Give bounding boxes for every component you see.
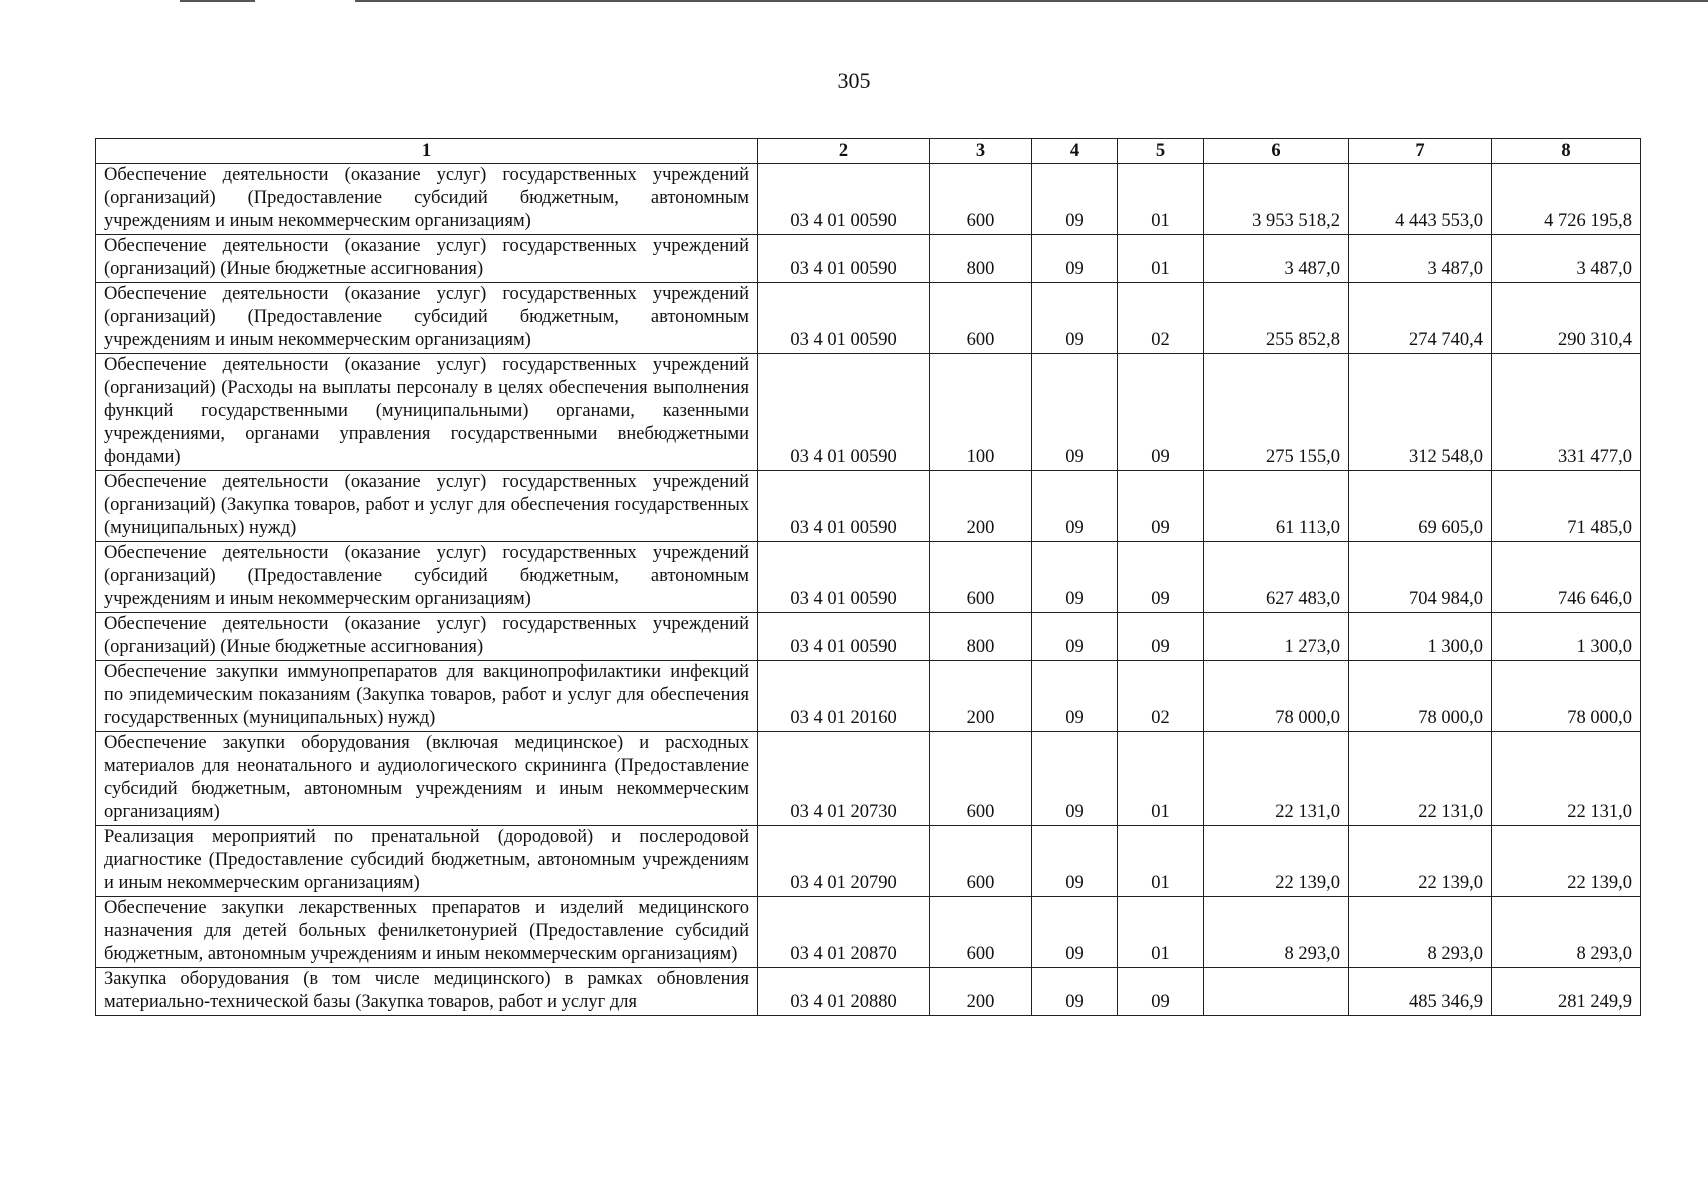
row-target-code: 03 4 01 00590 <box>758 354 930 471</box>
row-value-col7: 78 000,0 <box>1349 661 1492 732</box>
table-row <box>96 661 1641 732</box>
row-value-col6: 8 293,0 <box>1204 897 1349 968</box>
row-value-col8: 746 646,0 <box>1492 542 1641 613</box>
row-subsection: 01 <box>1118 826 1204 897</box>
column-header-3: 3 <box>930 139 1032 164</box>
row-target-code: 03 4 01 00590 <box>758 613 930 661</box>
row-subsection: 09 <box>1118 542 1204 613</box>
row-expense-type: 800 <box>930 235 1032 283</box>
row-description: Закупка оборудования (в том числе медицинского) в рамках обновления материально-технической базы (Закупка товаров, работ и услуг для <box>96 968 758 1016</box>
row-value-col8: 78 000,0 <box>1492 661 1641 732</box>
row-section: 09 <box>1032 354 1118 471</box>
row-description: Реализация мероприятий по пренатальной (дородовой) и послеродовой диагностике (Предоставление субсидий бюджетным, автономным учреждениям и иным некоммерческим организациям) <box>96 826 758 897</box>
row-value-col6: 627 483,0 <box>1204 542 1349 613</box>
row-subsection: 09 <box>1118 613 1204 661</box>
table-body <box>96 164 1641 1016</box>
row-value-col7: 22 139,0 <box>1349 826 1492 897</box>
row-description: Обеспечение деятельности (оказание услуг) государственных учреждений (организаций) (Предоставление субсидий бюджетным, автономным учреждениям и иным некоммерческим организациям) <box>96 283 758 354</box>
row-description: Обеспечение закупки оборудования (включая медицинское) и расходных материалов для неонатального и аудиологического скрининга (Предоставление субсидий бюджетным, автономным учреждениям и иным некоммерческим организациям) <box>96 732 758 826</box>
row-value-col6: 3 487,0 <box>1204 235 1349 283</box>
row-section: 09 <box>1032 661 1118 732</box>
top-rule-left <box>180 0 255 2</box>
table-row <box>96 283 1641 354</box>
row-subsection: 01 <box>1118 235 1204 283</box>
row-expense-type: 600 <box>930 164 1032 235</box>
table-row <box>96 542 1641 613</box>
row-description: Обеспечение деятельности (оказание услуг) государственных учреждений (организаций) (Расходы на выплаты персоналу в целях обеспечения выполнения функций государственными (муниципальными) органами, казенными учреждениями, органами управления государственными внебюджетными фондами) <box>96 354 758 471</box>
row-subsection: 01 <box>1118 897 1204 968</box>
row-subsection: 09 <box>1118 471 1204 542</box>
row-description: Обеспечение деятельности (оказание услуг) государственных учреждений (организаций) (Предоставление субсидий бюджетным, автономным учреждениям и иным некоммерческим организациям) <box>96 542 758 613</box>
row-subsection: 01 <box>1118 732 1204 826</box>
row-target-code: 03 4 01 00590 <box>758 283 930 354</box>
column-header-1: 1 <box>96 139 758 164</box>
table-row <box>96 897 1641 968</box>
row-description: Обеспечение деятельности (оказание услуг) государственных учреждений (организаций) (Иные бюджетные ассигнования) <box>96 613 758 661</box>
row-expense-type: 800 <box>930 613 1032 661</box>
row-value-col8: 3 487,0 <box>1492 235 1641 283</box>
row-value-col6: 3 953 518,2 <box>1204 164 1349 235</box>
row-section: 09 <box>1032 968 1118 1016</box>
row-value-col8: 8 293,0 <box>1492 897 1641 968</box>
row-section: 09 <box>1032 164 1118 235</box>
row-expense-type: 200 <box>930 661 1032 732</box>
row-value-col8: 281 249,9 <box>1492 968 1641 1016</box>
row-value-col7: 22 131,0 <box>1349 732 1492 826</box>
row-target-code: 03 4 01 00590 <box>758 235 930 283</box>
row-value-col7: 3 487,0 <box>1349 235 1492 283</box>
table-row <box>96 164 1641 235</box>
row-expense-type: 600 <box>930 542 1032 613</box>
row-expense-type: 200 <box>930 968 1032 1016</box>
table-row <box>96 968 1641 1016</box>
row-value-col6: 1 273,0 <box>1204 613 1349 661</box>
row-value-col7: 1 300,0 <box>1349 613 1492 661</box>
row-expense-type: 200 <box>930 471 1032 542</box>
row-subsection: 09 <box>1118 354 1204 471</box>
row-value-col6: 255 852,8 <box>1204 283 1349 354</box>
table-row <box>96 471 1641 542</box>
row-value-col7: 8 293,0 <box>1349 897 1492 968</box>
row-value-col7: 4 443 553,0 <box>1349 164 1492 235</box>
row-section: 09 <box>1032 235 1118 283</box>
row-expense-type: 600 <box>930 897 1032 968</box>
row-section: 09 <box>1032 732 1118 826</box>
row-description: Обеспечение деятельности (оказание услуг) государственных учреждений (организаций) (Предоставление субсидий бюджетным, автономным учреждениям и иным некоммерческим организациям) <box>96 164 758 235</box>
row-value-col8: 290 310,4 <box>1492 283 1641 354</box>
column-header-8: 8 <box>1492 139 1641 164</box>
row-value-col6: 22 131,0 <box>1204 732 1349 826</box>
row-target-code: 03 4 01 20730 <box>758 732 930 826</box>
row-value-col6: 61 113,0 <box>1204 471 1349 542</box>
row-expense-type: 600 <box>930 283 1032 354</box>
table-row <box>96 732 1641 826</box>
page-number: 305 <box>837 68 871 93</box>
top-rule-right <box>355 0 1708 2</box>
row-target-code: 03 4 01 20880 <box>758 968 930 1016</box>
row-value-col7: 69 605,0 <box>1349 471 1492 542</box>
column-header-6: 6 <box>1204 139 1349 164</box>
row-subsection: 02 <box>1118 283 1204 354</box>
row-target-code: 03 4 01 00590 <box>758 471 930 542</box>
row-target-code: 03 4 01 20160 <box>758 661 930 732</box>
header-row <box>96 139 1641 164</box>
row-value-col8: 22 131,0 <box>1492 732 1641 826</box>
row-description: Обеспечение закупки лекарственных препаратов и изделий медицинского назначения для детей больных фенилкетонурией (Предоставление субсидий бюджетным, автономным учреждениям и иным некоммерческим организациям) <box>96 897 758 968</box>
column-header-4: 4 <box>1032 139 1118 164</box>
row-value-col7: 312 548,0 <box>1349 354 1492 471</box>
row-expense-type: 600 <box>930 826 1032 897</box>
row-section: 09 <box>1032 613 1118 661</box>
row-target-code: 03 4 01 20790 <box>758 826 930 897</box>
row-value-col6 <box>1204 968 1349 1016</box>
row-value-col6: 22 139,0 <box>1204 826 1349 897</box>
table-row <box>96 354 1641 471</box>
row-subsection: 09 <box>1118 968 1204 1016</box>
row-value-col7: 274 740,4 <box>1349 283 1492 354</box>
row-subsection: 01 <box>1118 164 1204 235</box>
row-target-code: 03 4 01 20870 <box>758 897 930 968</box>
table-row <box>96 613 1641 661</box>
row-value-col6: 275 155,0 <box>1204 354 1349 471</box>
row-section: 09 <box>1032 471 1118 542</box>
row-target-code: 03 4 01 00590 <box>758 164 930 235</box>
budget-table <box>95 138 1641 1016</box>
column-header-2: 2 <box>758 139 930 164</box>
row-value-col8: 22 139,0 <box>1492 826 1641 897</box>
row-value-col8: 71 485,0 <box>1492 471 1641 542</box>
row-value-col7: 704 984,0 <box>1349 542 1492 613</box>
row-expense-type: 600 <box>930 732 1032 826</box>
column-header-7: 7 <box>1349 139 1492 164</box>
row-subsection: 02 <box>1118 661 1204 732</box>
row-section: 09 <box>1032 897 1118 968</box>
table-row <box>96 235 1641 283</box>
row-description: Обеспечение деятельности (оказание услуг) государственных учреждений (организаций) (Закупка товаров, работ и услуг для обеспечения государственных (муниципальных) нужд) <box>96 471 758 542</box>
row-value-col8: 1 300,0 <box>1492 613 1641 661</box>
row-description: Обеспечение закупки иммунопрепаратов для вакцинопрофилактики инфекций по эпидемическим показаниям (Закупка товаров, работ и услуг для обеспечения государственных (муниципальных) нужд) <box>96 661 758 732</box>
row-expense-type: 100 <box>930 354 1032 471</box>
row-section: 09 <box>1032 283 1118 354</box>
row-section: 09 <box>1032 826 1118 897</box>
row-description: Обеспечение деятельности (оказание услуг) государственных учреждений (организаций) (Иные бюджетные ассигнования) <box>96 235 758 283</box>
row-value-col8: 4 726 195,8 <box>1492 164 1641 235</box>
column-header-5: 5 <box>1118 139 1204 164</box>
row-value-col8: 331 477,0 <box>1492 354 1641 471</box>
row-value-col6: 78 000,0 <box>1204 661 1349 732</box>
row-target-code: 03 4 01 00590 <box>758 542 930 613</box>
table-row <box>96 826 1641 897</box>
row-section: 09 <box>1032 542 1118 613</box>
row-value-col7: 485 346,9 <box>1349 968 1492 1016</box>
